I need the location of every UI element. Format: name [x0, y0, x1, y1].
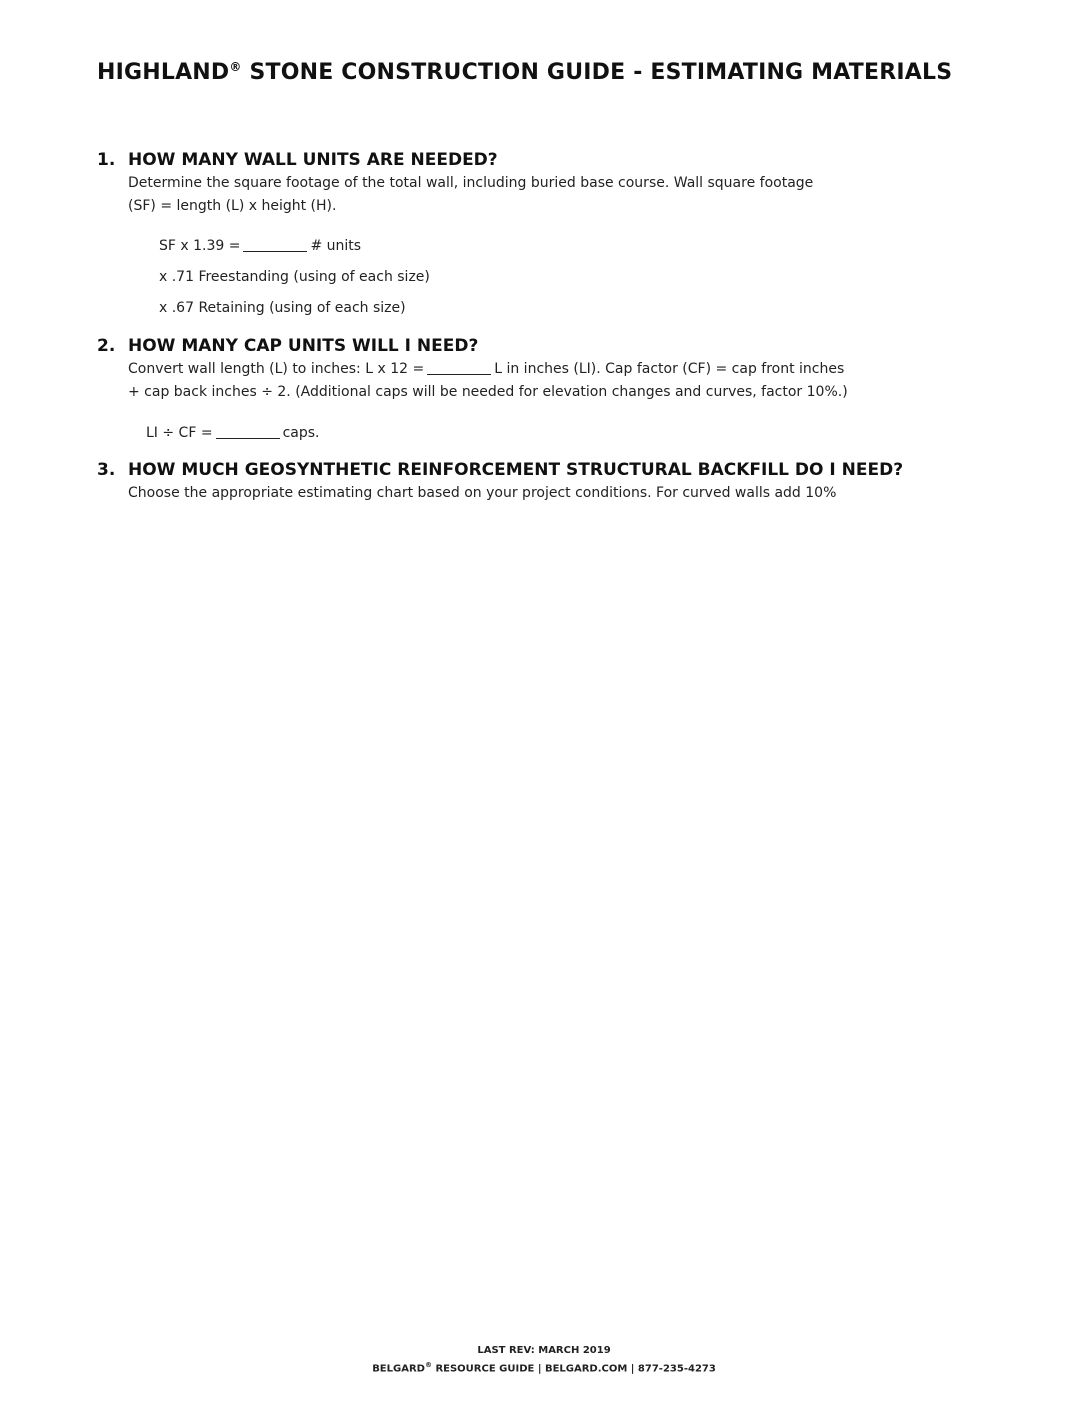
section-line: + cap back inches ÷ 2. (Additional caps will be needed for elevation changes and curves, factor 10%.) — [128, 384, 848, 400]
section-line: Determine the square footage of the total wall, including buried base course. Wall square footage — [128, 175, 814, 191]
section-heading-text: HOW MUCH GEOSYNTHETIC REINFORCEMENT STRUCTURAL BACKFILL DO I NEED? — [128, 460, 904, 480]
section-heading — [97, 458, 997, 482]
cap-units-formula — [146, 423, 320, 443]
section-number: 1. — [97, 150, 116, 170]
formula-text: SF x 1.39 = — [159, 238, 241, 254]
formula-text: caps. — [282, 425, 320, 441]
registered-mark: ® — [229, 60, 242, 74]
footer-contact — [0, 1361, 1088, 1374]
page-title — [97, 60, 952, 85]
footer-text: RESOURCE GUIDE | BELGARD.COM | 877-235-4273 — [431, 1363, 716, 1375]
section-number: 2. — [97, 336, 116, 356]
section-text: Convert wall length (L) to inches: L x 12 = — [128, 361, 425, 377]
page-title-main: HIGHLAND — [97, 60, 230, 85]
answer-blank — [243, 237, 307, 252]
section-text: L in inches (LI). Cap factor (CF) = cap front inches — [494, 361, 845, 377]
registered-mark: ® — [424, 1361, 432, 1369]
section-line — [128, 358, 997, 381]
footer-revision: LAST REV: MARCH 2019 — [477, 1345, 611, 1356]
section-geosynthetic — [97, 458, 997, 505]
section-cap-units — [97, 334, 997, 404]
footer-brand: BELGARD — [372, 1363, 425, 1375]
formula-text: # units — [310, 238, 362, 254]
answer-blank — [427, 360, 491, 375]
freestanding-note: x .71 Freestanding (using of each size) — [159, 269, 430, 285]
answer-blank — [216, 424, 280, 439]
section-line: Choose the appropriate estimating chart based on your project conditions. For curved walls add 10% — [128, 485, 837, 501]
section-heading-text: HOW MANY CAP UNITS WILL I NEED? — [128, 336, 479, 356]
retaining-note: x .67 Retaining (using of each size) — [159, 300, 406, 316]
section-line: (SF) = length (L) x height (H). — [128, 198, 337, 214]
page-title-rest: STONE CONSTRUCTION GUIDE - ESTIMATING MATERIALS — [241, 60, 953, 85]
section-wall-units — [97, 148, 997, 218]
wall-units-formula — [159, 236, 361, 256]
formula-text: LI ÷ CF = — [146, 425, 213, 441]
section-heading — [97, 334, 997, 358]
section-heading-text: HOW MANY WALL UNITS ARE NEEDED? — [128, 150, 498, 170]
section-heading — [97, 148, 997, 172]
section-number: 3. — [97, 460, 116, 480]
